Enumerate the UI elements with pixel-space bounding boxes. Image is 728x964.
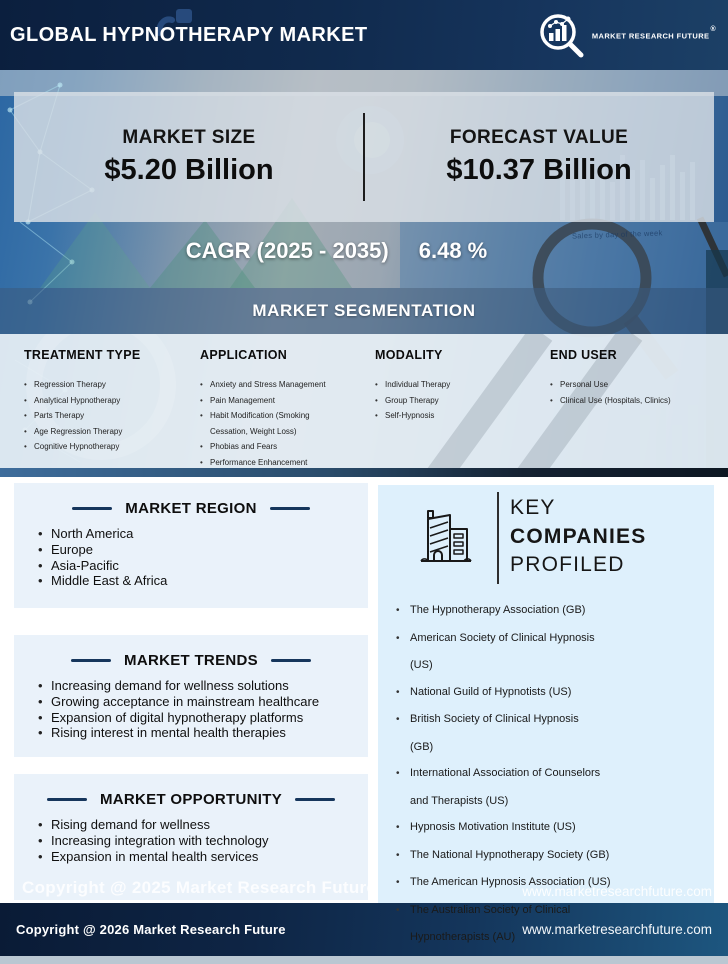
region-item: • Asia-Pacific (38, 558, 368, 574)
key-companies-title (510, 494, 646, 580)
segment-item: • Parts Therapy (24, 408, 184, 424)
market-trends-box (14, 635, 368, 757)
market-size-label: MARKET SIZE (122, 127, 256, 148)
segment-column-modality (375, 334, 525, 424)
company-item: • The National Hypnotherapy Society (GB) (396, 842, 696, 870)
market-trends-title: MARKET TRENDS (124, 652, 258, 669)
building-icon (418, 507, 474, 565)
market-size-stat (14, 92, 364, 222)
segment-item: • Performance Enhancement (200, 455, 340, 469)
market-opportunity-list (38, 817, 368, 864)
title-dash-left (47, 798, 87, 802)
companies-header-divider (497, 492, 499, 584)
region-item: • North America (38, 526, 368, 542)
forecast-value-label: FORECAST VALUE (449, 127, 629, 148)
key-companies-title-line2: COMPANIES (510, 524, 647, 548)
region-item: • Middle East & Africa (38, 573, 368, 589)
trend-item: • Expansion of digital hypnotherapy platforms (38, 710, 368, 726)
segment-item: • Analytical Hypnotherapy (24, 393, 184, 409)
segment-item: • Anxiety and Stress Management (200, 377, 340, 393)
region-item: • Europe (38, 542, 368, 558)
segmentation-band (0, 288, 728, 334)
segment-item: • Clinical Use (Hospitals, Clinics) (550, 393, 720, 409)
trend-item: • Growing acceptance in mainstream healthcare (38, 694, 368, 710)
segment-heading: MODALITY (375, 348, 443, 362)
title-dash-right (295, 798, 335, 802)
market-trends-title-row (14, 652, 368, 669)
market-opportunity-title-row (14, 791, 368, 808)
title-dash-right (271, 659, 311, 663)
brand-name: MARKET RESEARCH FUTURE® (591, 25, 716, 41)
page-title: GLOBAL HYPNOTHERAPY MARKET (10, 23, 368, 46)
segment-heading: TREATMENT TYPE (24, 348, 141, 362)
bottom-edge-strip (0, 956, 728, 964)
footer-copyright: Copyright @ 2026 Market Research Future (16, 922, 286, 937)
hero-bottom-edge (0, 468, 728, 477)
segment-list (375, 377, 525, 424)
opportunity-item: • Increasing integration with technology (38, 833, 368, 849)
forecast-value-stat (364, 92, 714, 222)
opportunity-item: • Expansion in mental health services (38, 849, 368, 865)
segment-list (24, 377, 184, 455)
key-companies-title-line3: PROFILED (510, 553, 625, 576)
company-item: • British Society of Clinical Hypnosis (GB) (396, 706, 696, 760)
opportunity-item: • Rising demand for wellness (38, 817, 368, 833)
hero-section (0, 70, 728, 477)
market-region-box (14, 483, 368, 608)
segment-column-end-user (550, 334, 720, 408)
market-size-value: $5.20 Billion (104, 154, 274, 186)
company-item: • The American Hypnosis Association (US) (396, 869, 696, 897)
cagr-row (0, 238, 728, 264)
company-item: • American Society of Clinical Hypnosis (US) (396, 625, 696, 679)
trend-item: • Rising interest in mental health therapies (38, 725, 368, 741)
market-region-title: MARKET REGION (125, 500, 257, 517)
segment-column-treatment-type (24, 334, 184, 455)
company-item: • National Guild of Hypnotists (US) (396, 679, 696, 707)
segmentation-title: MARKET SEGMENTATION (252, 301, 476, 320)
segment-column-application (200, 334, 340, 468)
footer-website-link: www.marketresearchfuture.com (522, 922, 712, 937)
cagr-label: CAGR (2025 - 2035) (185, 238, 389, 263)
trend-item: • Increasing demand for wellness solutions (38, 678, 368, 694)
company-item: • The Australian Society of Clinical Hypnotherapists (AU) (396, 897, 696, 951)
title-dash-left (71, 659, 111, 663)
market-stats-panel (14, 92, 714, 222)
brand-logo (537, 11, 716, 59)
segment-item: • Regression Therapy (24, 377, 184, 393)
segment-heading: APPLICATION (200, 348, 288, 362)
company-item: • International Association of Counselors and Therapists (US) (396, 760, 696, 814)
watermark-copyright: Copyright @ 2025 Market Research Future (22, 878, 377, 897)
segment-item: • Age Regression Therapy (24, 424, 184, 440)
company-item: • Hypnosis Motivation Institute (US) (396, 814, 696, 842)
segment-item: • Cognitive Hypnotherapy (24, 439, 184, 455)
market-trends-list (38, 678, 368, 741)
cagr-value: 6.48 % (418, 238, 488, 263)
registered-mark: ® (710, 25, 716, 33)
segment-item: • Pain Management (200, 393, 340, 409)
segment-heading: END USER (550, 348, 617, 362)
key-companies-title-line1: KEY (510, 496, 556, 519)
market-region-list (38, 526, 368, 589)
segment-item: • Individual Therapy (375, 377, 525, 393)
stats-divider (363, 113, 365, 201)
title-dash-left (72, 507, 112, 511)
segment-list (200, 377, 340, 468)
segment-list (550, 377, 720, 408)
mrf-chart-magnifier-logo-icon (537, 11, 585, 59)
market-opportunity-title: MARKET OPPORTUNITY (99, 791, 283, 808)
company-item: • The Hypnotherapy Association (GB) (396, 597, 696, 625)
segment-item: • Group Therapy (375, 393, 525, 409)
segmentation-panel (0, 334, 728, 468)
segment-item: • Habit Modification (Smoking Cessation, Weight Loss) (200, 408, 340, 439)
watermark-website: www.marketresearchfuture.com (522, 884, 712, 899)
segment-item: • Self-Hypnosis (375, 408, 525, 424)
market-region-title-row (14, 500, 368, 517)
background-photo-caption: Sales by day of the week (571, 228, 663, 241)
segment-item: • Personal Use (550, 377, 720, 393)
title-dash-right (270, 507, 310, 511)
forecast-value-value: $10.37 Billion (446, 154, 632, 186)
segment-item: • Phobias and Fears (200, 439, 340, 455)
header-bar (0, 0, 728, 70)
